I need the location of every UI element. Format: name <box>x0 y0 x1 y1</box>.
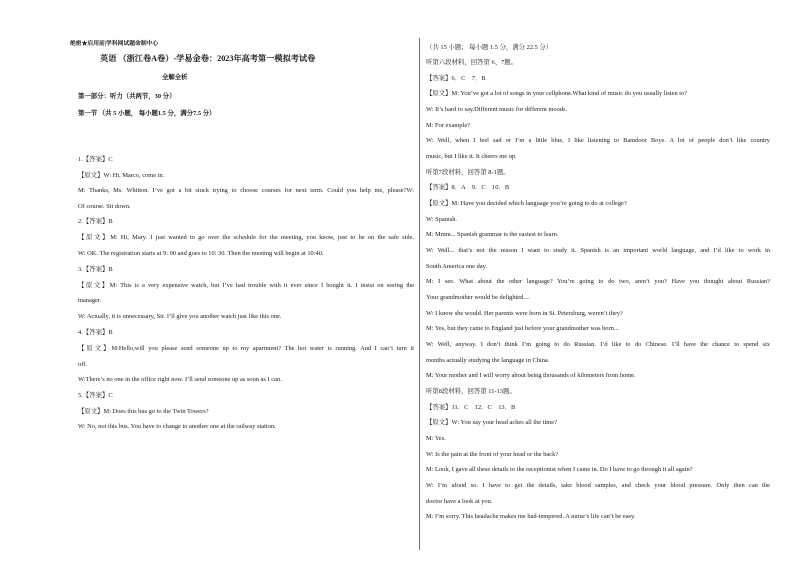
transcript-line: off. <box>78 361 87 368</box>
transcript-line: M: Yes, but they came to England just before your grandmother was born... <box>426 325 619 332</box>
transcript-line: W: Actually, it is unnecessary, Sir. I’ll give you another watch just like this one. <box>78 313 282 320</box>
answer-2: 2.【答案】B <box>78 218 113 225</box>
transcript-line: M: I’m sorry. This headache makes me bad-tempered. A nurse’s life can’t be easy. <box>426 513 636 520</box>
transcript-line: 【原文】M: This is a very expensive watch, but I’ve had trouble with it ever since I bought it. I insist on seeing the <box>78 282 414 289</box>
material-heading: 听第六段材料，回答第 6、7题。 <box>426 59 518 66</box>
transcript-line: 【原文】W: Hi, Marco, come in. <box>78 172 165 179</box>
transcript-line: 【原文】W: You say your head aches all the time? <box>426 419 557 426</box>
transcript-line: W: Is the pain at the front of your head or the back? <box>426 451 559 458</box>
transcript-line: W: No, not this bus. You have to change to another one at the railway station. <box>78 423 276 430</box>
transcript-line: M: Look, I gave all these details to the receptionist when I came in. Do I have to go through it all again? <box>426 466 693 473</box>
transcript-line: 【原文】M:Hello,will you please send someone up to my apartment? The hot water is running. And I can’t turn it <box>78 345 414 352</box>
transcript-line: months actually studying the language in China. <box>426 357 550 364</box>
answer-3: 3.【答案】B <box>78 266 113 273</box>
transcript-line: 【原文】M: You’ve got a lot of songs in your cellphone.What kind of music do you usually listen to? <box>426 90 688 97</box>
column-divider <box>419 38 420 550</box>
transcript-line: manager. <box>78 297 102 304</box>
transcript-line: W: It’s hard to say.Different music for different moods. <box>426 106 568 113</box>
answer-4: 4.【答案】B <box>78 329 113 336</box>
transcript-line: South America one day. <box>426 263 487 270</box>
transcript-line: W: Well... that’s not the reason I want to study it. Spanish is an important world language, and I’d like to work in <box>426 247 770 254</box>
transcript-line: W:There’s no one in the office right now. I’ll send someone up as soon as I can. <box>78 376 282 383</box>
transcript-line: 【原文】M: Have you decided which language you’re going to do at college? <box>426 200 627 207</box>
answer-1: 1.【答案】C <box>78 156 113 163</box>
document-title: 英语 （浙江卷A卷）-学易金卷：2023年高考第一模拟考试卷 <box>100 54 316 63</box>
transcript-line: W: Spanish. <box>426 216 458 223</box>
document-subtitle: 全解全析 <box>162 74 188 81</box>
transcript-line: W: I know she would. Her parents were born in St. Petersburg, weren’t they? <box>426 310 623 317</box>
transcript-line: W: I’m afraid so. I have to get the details, take blood samples, and check your blood pressure. Only then can the <box>426 482 770 489</box>
transcript-line: W: Well, anyway. I don’t think I’m going to do Russian. I’d like to do Chinese. I’ll have the chance to spend six <box>426 341 770 348</box>
transcript-line: M: I see. What about the other language? You’re going to do two, aren’t you? Have you thought about Russian? <box>426 278 770 285</box>
transcript-line: 【原文】M: Does this bus go to the Twin Towers? <box>78 408 209 415</box>
section-heading: 第一节 （共 5 小题， 每小题1.5 分，满分7.5 分） <box>78 110 216 117</box>
transcript-line: Your grandmother would be delighted.... <box>426 294 530 301</box>
transcript-line: Of course. Sit down. <box>78 203 131 210</box>
answer-8-10: 【答案】8．A 9．C 10．B <box>426 184 510 191</box>
transcript-line: M: Yes. <box>426 435 446 442</box>
transcript-line: M: For example? <box>426 122 471 129</box>
transcript-line: doctor have a look at you. <box>426 498 493 505</box>
answer-5: 5.【答案】C <box>78 392 113 399</box>
material-heading: 听第8段材料，回答第 11-13题。 <box>426 388 516 395</box>
transcript-line: M: Mmm... Spanish grammar is the easiest to learn. <box>426 231 559 238</box>
transcript-line: music, but I like it. It cheers me up. <box>426 153 517 160</box>
transcript-line: M: Your mother and I will worry about being thousands of kilometers from home. <box>426 372 636 379</box>
answer-11-13: 【答案】11．C 12．C 13．B <box>426 404 516 411</box>
answer-6-7: 【答案】6．C 7．B <box>426 75 486 82</box>
section-heading: （共 15 小题； 每小题 1.5 分，满分 22.5 分） <box>426 44 553 51</box>
transcript-line: 【原文】M: Hi, Mary. I just wanted to go over the schedule for the meeting, you know, just to be on the safe side. <box>78 234 414 241</box>
transcript-line: W: OK. The registration starts at 9: 00 and goes to 10: 30. Then the meeting will begin at 10:40. <box>78 250 324 257</box>
transcript-line: M: Thanks, Ms. Whitton. I’ve got a bit stuck trying to choose courses for next term. Could you help me, please?W: <box>78 187 414 194</box>
part-heading: 第一部分：听力（共两节，30 分） <box>78 93 176 100</box>
watermark-text: 绝密★启用前|学科网试题命制中心 <box>70 41 159 47</box>
material-heading: 听第7段材料，回答第 8-1题。 <box>426 169 510 176</box>
transcript-line: W: Well, when I feel sad or I’m a little blue, I like listening to Bamdoor Boys. A lot of people don’t like country <box>426 137 770 144</box>
